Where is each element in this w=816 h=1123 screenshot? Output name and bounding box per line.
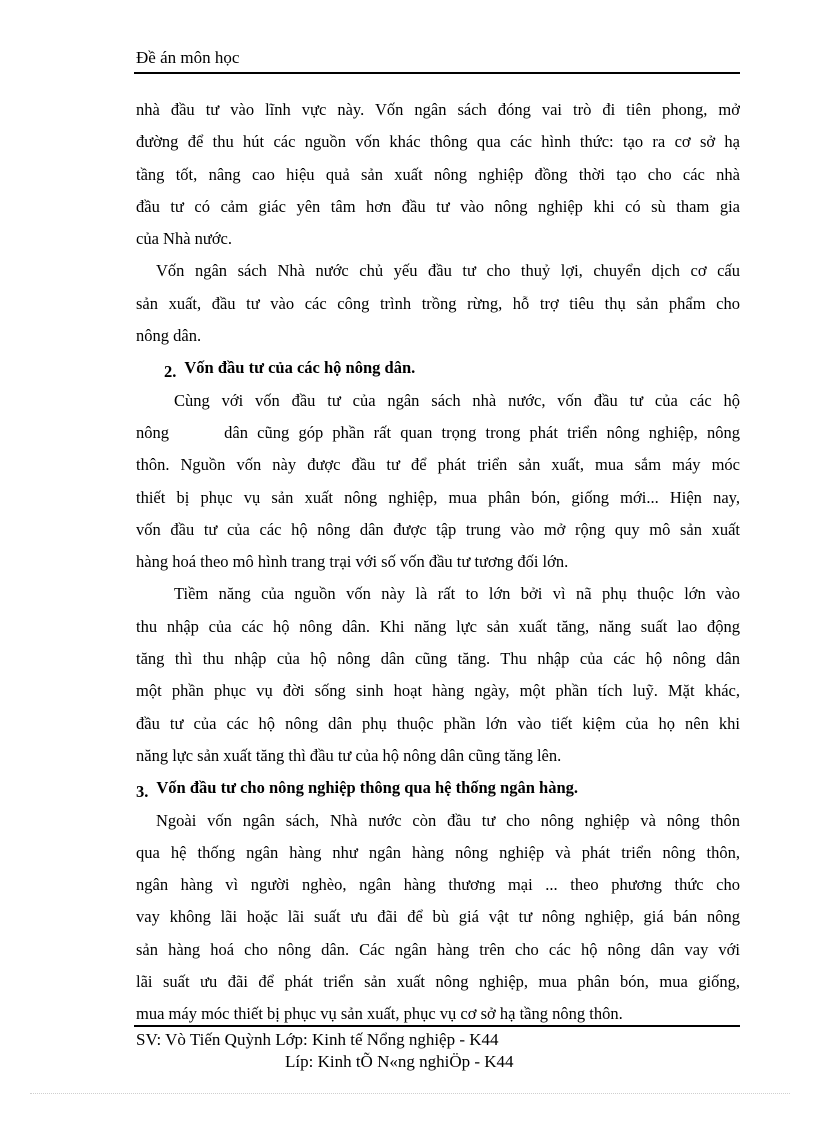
body-line: Cùng với vốn đầu tư của ngân sách nhà nước, vốn đầu tư của các hộ — [174, 390, 740, 410]
body-line: thôn. Nguồn vốn này được đầu tư để phát triển sản xuất, mua sắm máy móc — [136, 455, 740, 475]
section-title: Vốn đầu tư cho nông nghiệp thông qua hệ thống ngân hàng. — [156, 778, 579, 798]
body-line: nông dân. — [136, 326, 202, 346]
body-line: vốn đầu tư của các hộ nông dân được tập trung vào mở rộng quy mô sản xuất — [136, 519, 740, 539]
body-line: thu nhập của các hộ nông dân. Khi năng lực sản xuất tăng, năng suất lao động — [136, 616, 740, 636]
section-number: 2. — [164, 362, 177, 382]
body-line: đầu tư của các hộ nông dân phụ thuộc phần lớn vào tiết kiệm của họ nên khi — [136, 713, 740, 733]
body-line: tăng thì thu nhập của hộ nông dân cũng tăng. Thu nhập của các hộ nông dân — [136, 649, 740, 669]
body-line: ngân hàng vì người nghèo, ngân hàng thương mại ... theo phương thức cho — [136, 875, 740, 895]
header-rule — [134, 72, 740, 74]
body-line: nông dân cũng góp phần rất quan trọng trong phát triển nông nghiệp, nông — [136, 422, 740, 442]
body-line: đầu tư có cảm giác yên tâm hơn đầu tư vào nông nghiệp khi có sù tham gia — [136, 196, 740, 216]
body-line: sản xuất, đầu tư vào các công trình trồng rừng, hỗ trợ tiêu thụ sản phẩm cho — [136, 293, 740, 313]
body-line: sản hàng hoá cho nông dân. Các ngân hàng trên cho các hộ nông dân vay với — [136, 939, 740, 959]
section-heading-3 — [136, 772, 740, 804]
body-line: vay không lãi hoặc lãi suất ưu đãi để bù giá vật tư nông nghiệp, giá bán nông — [136, 907, 740, 927]
body-line: hàng hoá theo mô hình trang trại với số vốn đầu tư tương đối lớn. — [136, 552, 569, 572]
body-line: năng lực sản xuất tăng thì đầu tư của hộ nông dân cũng tăng lên. — [136, 745, 562, 765]
header-title: Đề án môn học — [136, 48, 240, 67]
body-line: nhà đầu tư vào lĩnh vực này. Vốn ngân sách đóng vai trò đi tiên phong, mở — [136, 100, 740, 119]
document-body — [136, 94, 740, 1031]
footer-student-line: SV: Vò Tiến Quỳnh Lớp: Kinh tế Nổng nghiệp - K44 — [136, 1030, 499, 1049]
section-heading-2 — [136, 352, 740, 384]
footer-class-line: Líp: Kinh tÕ N«ng nghiÖp - K44 — [285, 1052, 514, 1071]
page-bottom-dotted-rule — [30, 1093, 790, 1094]
body-line: mua máy móc thiết bị phục vụ sản xuất, phục vụ cơ sở hạ tầng nông thôn. — [136, 1004, 623, 1024]
body-line: thiết bị phục vụ sản xuất nông nghiệp, mua phân bón, giống mới... Hiện nay, — [136, 487, 740, 507]
body-line: tầng tốt, nâng cao hiệu quả sản xuất nông nghiệp đồng thời tạo cho các nhà — [136, 164, 740, 184]
body-line: Vốn ngân sách Nhà nước chủ yếu đầu tư cho thuỷ lợi, chuyển dịch cơ cấu — [156, 261, 740, 281]
body-line: Ngoài vốn ngân sách, Nhà nước còn đầu tư cho nông nghiệp và nông thôn — [156, 810, 740, 830]
section-title: Vốn đầu tư của các hộ nông dân. — [184, 358, 416, 378]
body-line: qua hệ thống ngân hàng như ngân hàng nông nghiệp và phát triển nông thôn, — [136, 842, 740, 862]
body-line: Tiềm năng của nguồn vốn này là rất to lớn bởi vì nã phụ thuộc lớn vào — [174, 584, 740, 604]
body-line: lãi suất ưu đãi để phát triển sản xuất nông nghiệp, mua phân bón, mua giống, — [136, 972, 740, 992]
body-line: một phần phục vụ đời sống sinh hoạt hàng ngày, một phần tích luỹ. Mặt khác, — [136, 681, 740, 701]
section-number: 3. — [136, 782, 149, 802]
body-line: của Nhà nước. — [136, 229, 233, 249]
footer-rule — [134, 1025, 740, 1027]
body-line: đường để thu hút các nguồn vốn khác thông qua các hình thức: tạo ra cơ sở hạ — [136, 132, 740, 152]
